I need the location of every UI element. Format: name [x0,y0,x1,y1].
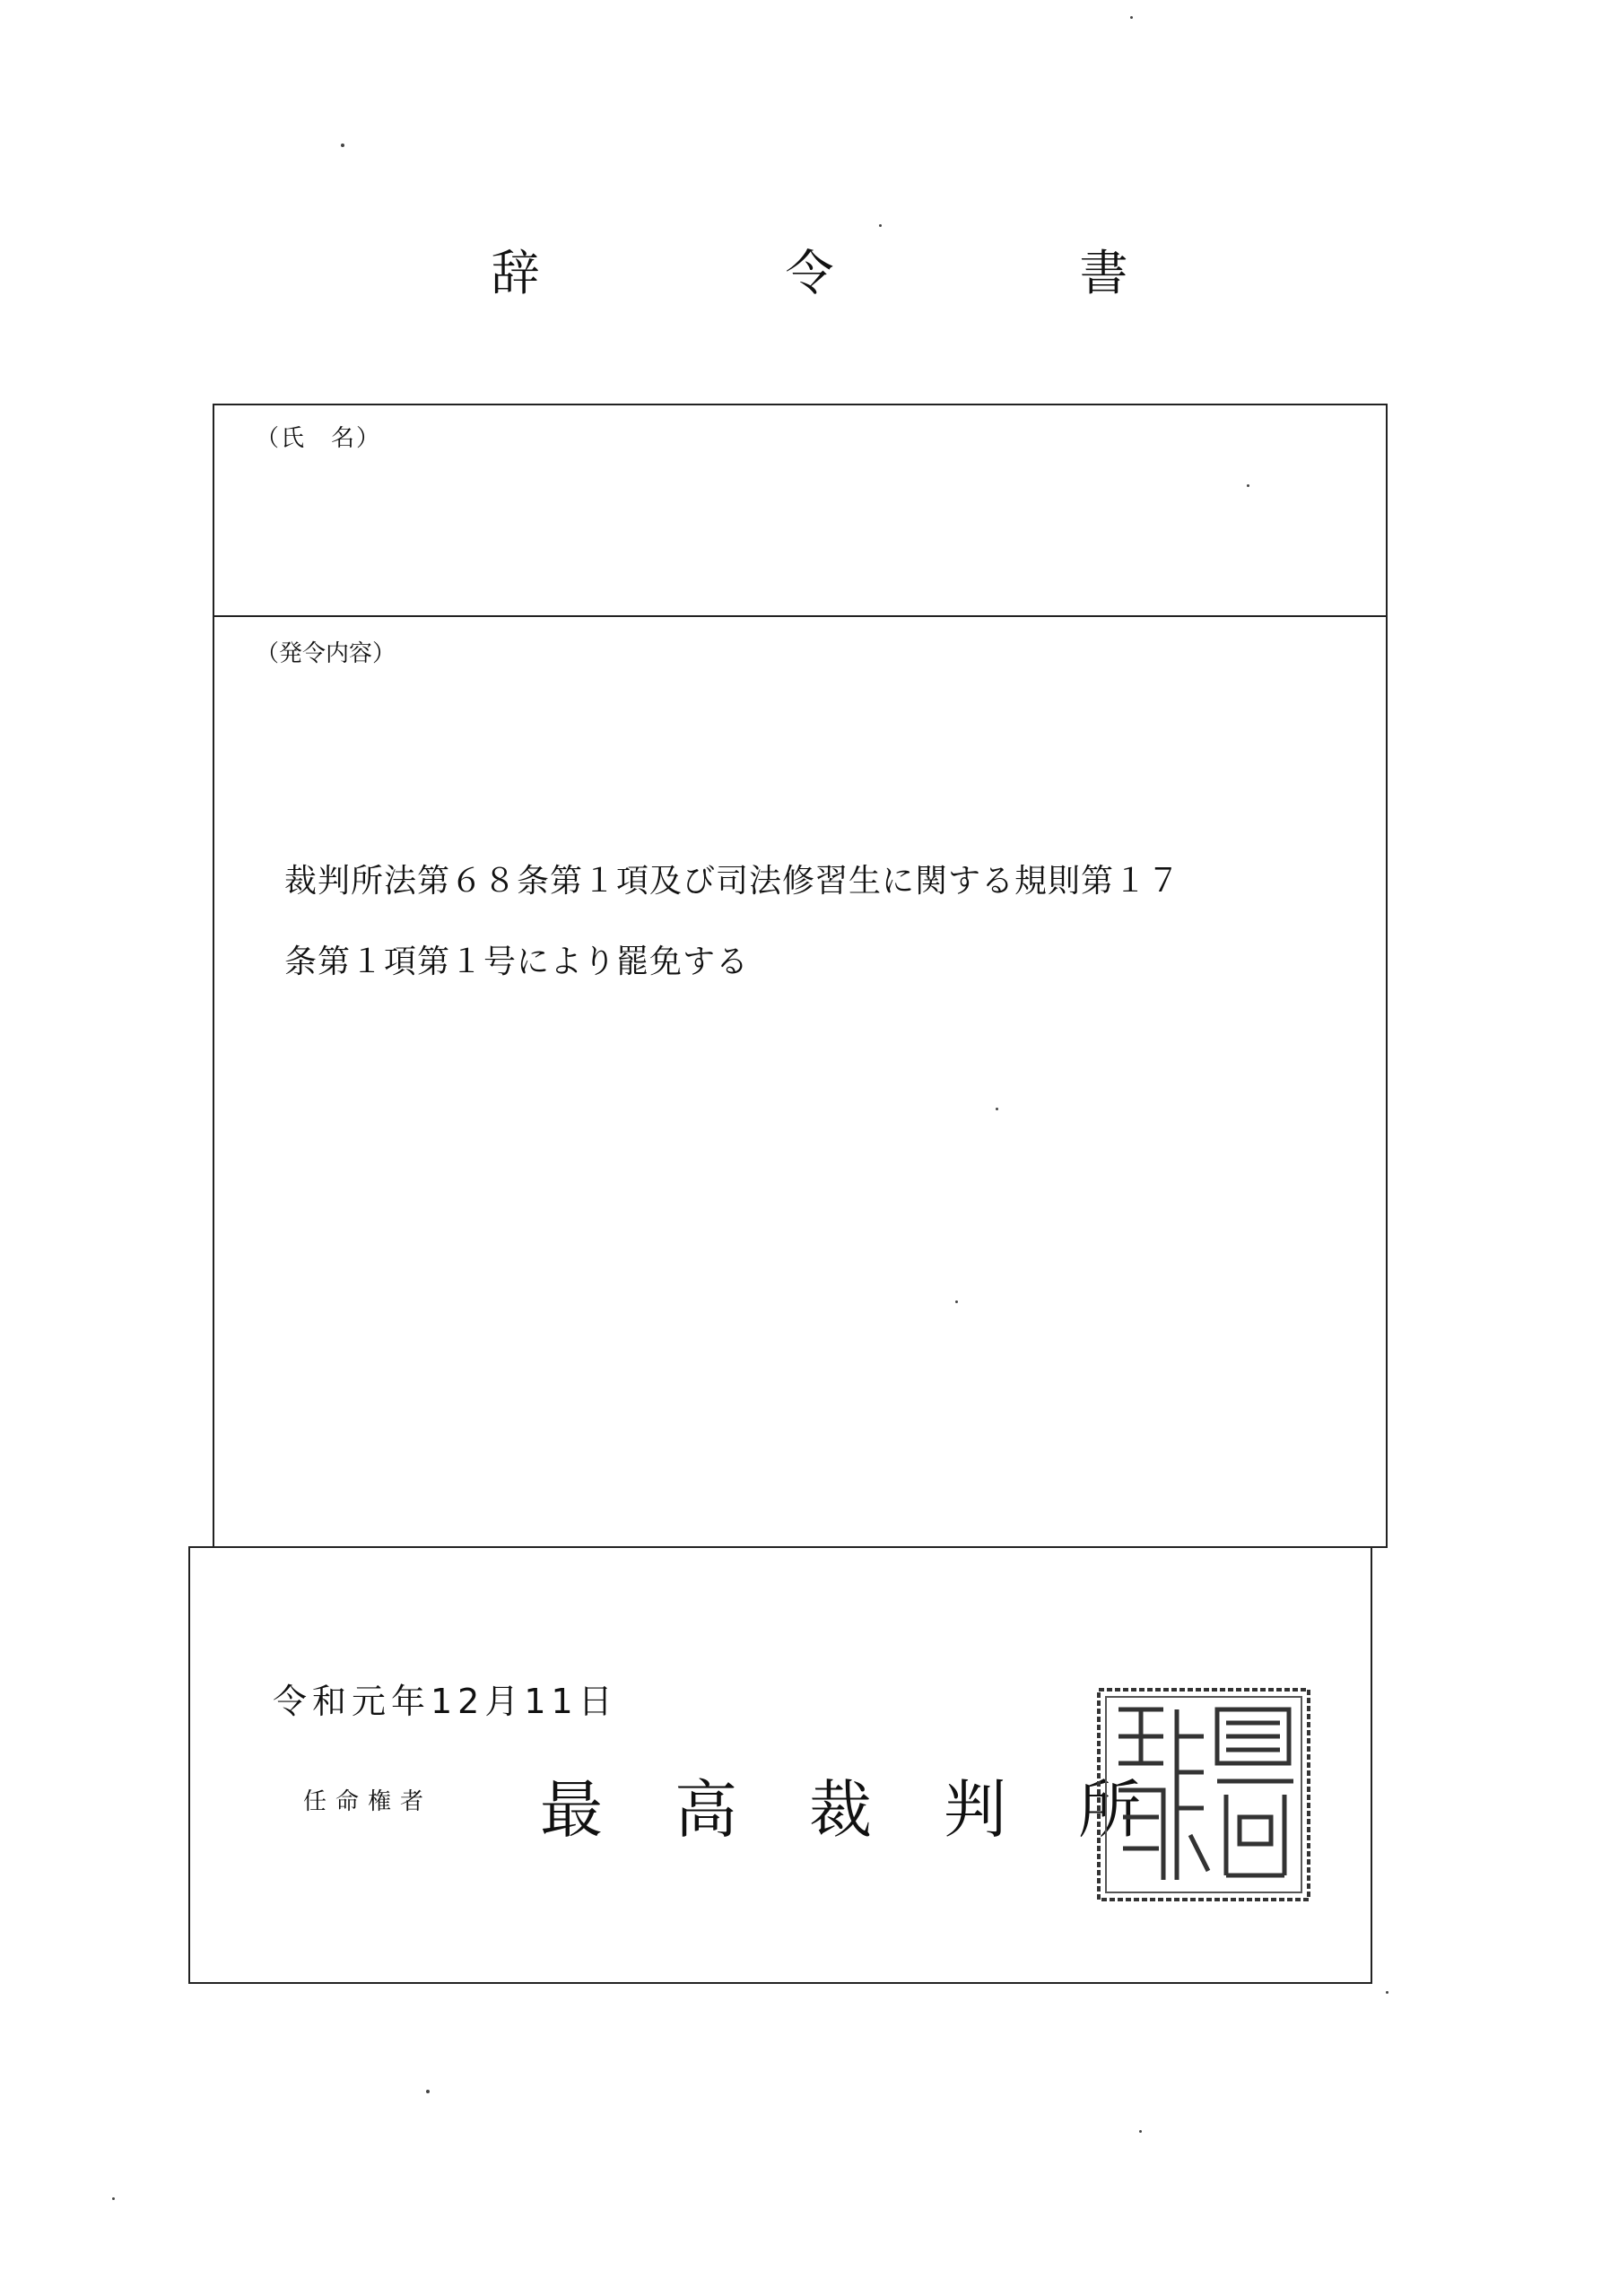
upper-box [213,404,1388,1548]
name-section [214,405,1386,617]
authority-name: 最高裁判所 [540,1773,1213,1847]
scan-speck [112,2197,115,2200]
scan-speck [341,144,344,147]
authority-label: 任命権者 [303,1788,433,1815]
scan-speck [955,1300,958,1303]
issue-date: 令和元年12月11日 [273,1682,618,1721]
scan-speck [996,1108,998,1110]
content-label: （発令内容） [256,640,396,667]
scan-speck [1130,16,1133,19]
scan-speck [879,224,882,227]
scan-speck [1139,2130,1142,2133]
scan-speck [1386,1991,1388,1994]
content-text [284,841,1343,1003]
official-seal-icon [1092,1683,1316,1907]
content-section [214,617,1386,1550]
scan-speck [1247,484,1249,487]
document-title: 辞 令 書 [491,245,1227,301]
content-line-2: 条第１項第１号により罷免する [284,944,750,980]
lower-box [188,1546,1372,1984]
name-label: （氏 名） [256,425,382,452]
scan-speck [426,2090,430,2093]
content-line-1: 裁判所法第６８条第１項及び司法修習生に関する規則第１７ [284,863,1181,900]
